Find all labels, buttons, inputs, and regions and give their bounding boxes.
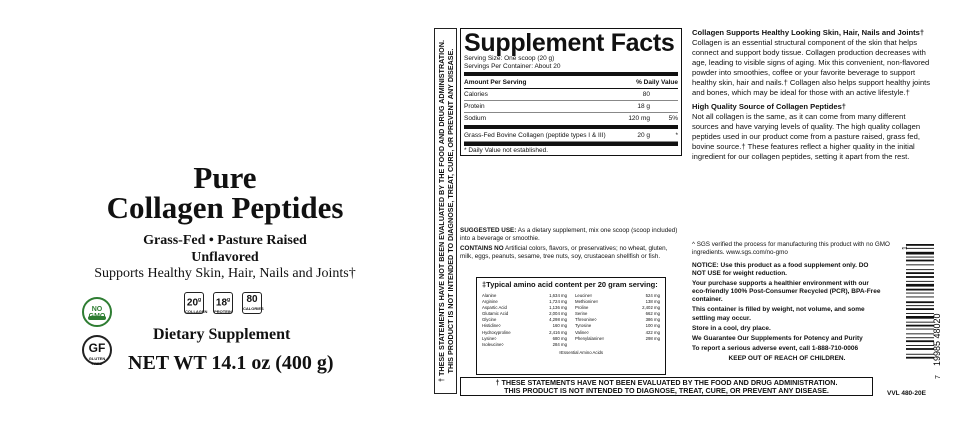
- notice-item: NOTICE: Use this product as a food supplement only. DO NOT USE for weight reduction.: [692, 262, 869, 278]
- amino-right-column: [575, 293, 660, 348]
- product-title-line2: Collagen Peptides: [106, 190, 344, 225]
- non-gmo-badge-bar: [88, 316, 106, 320]
- notice-item: This container is filled by weight, not volume, and some settling may occur.: [692, 306, 865, 322]
- facts-divider: [464, 72, 678, 76]
- facts-divider: [464, 125, 678, 129]
- barcode-bar: [906, 301, 934, 303]
- notice-item: KEEP OUT OF REACH OF CHILDREN.: [728, 354, 846, 362]
- amino-row: Glycine 4,298 mg: [482, 317, 567, 323]
- barcode-digit-bottom: 7: [935, 375, 942, 379]
- facts-header-left: Amount Per Serving: [464, 79, 527, 86]
- barcode-bar: [906, 284, 934, 287]
- serving-size: Serving Size: One scoop (20 g): [464, 55, 555, 62]
- notices-block: [692, 262, 882, 365]
- dietary-supplement-label: Dietary Supplement: [153, 326, 291, 343]
- amino-row: Valine◊ 422 mg: [575, 329, 660, 335]
- barcode-bar: [906, 337, 934, 338]
- facts-row-calories: Calories 80: [464, 89, 678, 101]
- amino-left-column: [482, 293, 567, 348]
- barcode-bar: [906, 357, 934, 359]
- facts-row-sodium: Sodium 120 mg 5%: [464, 115, 678, 122]
- contains-no: CONTAINS NO Artificial colors, flavors, or preservatives; no wheat, gluten, milk, eggs, peanuts, sesame, tree nuts, soy, crustacean shellfish or fish.: [460, 245, 668, 261]
- bottom-disclaimer-line1: † THESE STATEMENTS HAVE NOT BEEN EVALUATED BY THE FOOD AND DRUG ADMINISTRATION.: [495, 378, 838, 387]
- section-paragraph: Collagen is an essential structural component of the skin that helps connect and support body tissue. Collagen production decreases with age, leading to visible signs of aging. Mix this convenient, non-flavored powder into smoothies, coffee or your favorite beverage to support healthy skin, hair and nails.† Collagen also helps support healthy joints and bones, which may be ideal for those with an active lifestyle.†: [692, 38, 931, 97]
- facts-header-row: [464, 77, 678, 89]
- facts-divider: [464, 142, 678, 146]
- bottom-disclaimer: [460, 377, 873, 396]
- non-gmo-badge-text: NO: [91, 306, 103, 313]
- stat-calories: [242, 292, 262, 314]
- side-disclaimer-strip: [434, 28, 457, 394]
- stat-value: 80: [246, 294, 258, 305]
- barcode-bar: [906, 272, 934, 274]
- amino-row: Methionine◊ 138 mg: [575, 299, 660, 305]
- barcode-bar: [906, 276, 934, 278]
- facts-row-protein: Protein 18 g: [464, 101, 678, 113]
- stat-label: PROTEIN: [214, 309, 232, 315]
- amino-row: Leucine◊ 524 mg: [575, 293, 660, 298]
- notice-item: Your purchase supports a healthier environment with our eco-friendly 100% Post-Consumer Recycled (PCR), BPA-Free container.: [692, 280, 881, 304]
- bottom-disclaimer-line2: THIS PRODUCT IS NOT INTENDED TO DIAGNOSE, TREAT, CURE, OR PREVENT ANY DISEASE.: [504, 386, 829, 396]
- barcode-bar: [906, 316, 934, 319]
- barcode-bar: [906, 329, 934, 330]
- amino-row: Tyrosine 100 mg: [575, 323, 660, 329]
- supports-tagline: Supports Healthy Skin, Hair, Nails and Joints†: [94, 266, 356, 281]
- stat-label: CALORIES: [243, 306, 264, 311]
- barcode-bar: [906, 252, 934, 255]
- gluten-free-badge-icon: [82, 335, 112, 365]
- barcode-bar: [906, 333, 934, 334]
- barcode-bar: [906, 308, 934, 310]
- amino-row: Isoleucine◊ 284 mg: [482, 341, 567, 347]
- barcode-bar: [906, 248, 934, 249]
- amino-row: Serine 662 mg: [575, 311, 660, 317]
- supplement-facts-panel: [460, 28, 682, 156]
- right-column: [692, 28, 934, 162]
- section-heading: Collagen Supports Healthy Looking Skin, Hair, Nails and Joints†: [692, 28, 925, 37]
- front-panel: [0, 0, 430, 425]
- amino-row: Proline 2,402 mg: [575, 305, 660, 311]
- sgs-note: ^ SGS verified the process for manufacturing this product with no GMO ingredients. www.sgs.com/no-gmo: [692, 241, 890, 257]
- gluten-free-badge-text: GF: [88, 341, 106, 355]
- amino-row: Glutamic Acid 2,004 mg: [482, 311, 567, 317]
- facts-row-collagen: Grass-Fed Bovine Collagen (peptide types I & III) 20 g *: [464, 130, 678, 142]
- net-weight: NET WT 14.1 oz (400 g): [128, 352, 334, 374]
- barcode-bar: [906, 305, 934, 306]
- suggested-use: SUGGESTED USE: As a dietary supplement, mix one scoop (scoop included) into a beverage or smoothie.: [460, 227, 678, 243]
- barcode-digit-top: 1: [902, 246, 909, 250]
- section-paragraph: Not all collagen is the same, as it can come from many different sources and have varying levels of quality. The high quality collagen peptides used in our product come from a pasture raised, grass fed, bovine source.† These features reflect a higher quality in the initial ingredient for our collagen peptides, setting it apart from the rest.: [692, 112, 921, 162]
- barcode-bar: [906, 322, 934, 323]
- non-gmo-badge-icon: [82, 297, 112, 327]
- barcode-bar: [906, 297, 934, 298]
- barcode-bar: [906, 257, 934, 258]
- attributes-line1: Grass-Fed • Pasture Raised: [143, 233, 307, 248]
- barcode-bar: [906, 269, 934, 270]
- side-disclaimer-text: † THESE STATEMENTS HAVE NOT BEEN EVALUATED BY THE FOOD AND DRUG ADMINISTRATION. THIS PRODUCT IS NOT INTENDED TO DIAGNOSE, TREAT, CURE, OR PREVENT ANY DISEASE.: [436, 40, 455, 382]
- stat-label: COLLAGEN: [185, 309, 208, 315]
- stat-value: 18$^g$: [215, 297, 231, 309]
- barcode-bar: [906, 293, 934, 294]
- facts-title: Supplement Facts: [464, 29, 675, 57]
- section-heading: High Quality Source of Collagen Peptides†: [692, 102, 847, 112]
- barcode-bar: [906, 260, 934, 262]
- barcode-bar: [906, 244, 934, 246]
- facts-header-right: % Daily Value: [636, 79, 678, 86]
- barcode-bar: [906, 354, 934, 355]
- amino-row: Lysine◊ 680 mg: [482, 335, 567, 341]
- barcode-bar: [906, 325, 934, 327]
- amino-row: Phenylalanine◊ 298 mg: [575, 335, 660, 341]
- barcode-digits: 19985 48020: [932, 313, 942, 366]
- amino-acid-table: [476, 277, 666, 375]
- notice-item: Store in a cool, dry place.: [692, 324, 771, 332]
- barcode-bar: [906, 264, 934, 265]
- amino-row: Alanine 1,634 mg: [482, 293, 567, 298]
- notice-item: We Guarantee Our Supplements for Potency and Purity: [692, 334, 863, 342]
- barcode-bar: [906, 340, 934, 342]
- product-title-line1: Pure: [193, 160, 257, 195]
- amino-footnote: ◊Essential Amino Acids: [558, 349, 604, 355]
- barcode-bar: [906, 345, 934, 346]
- gluten-free-badge-subtext: GLUTEN FREE: [88, 356, 106, 366]
- amino-row: Arginine 1,724 mg: [482, 299, 567, 305]
- amino-row: Aspartic Acid 1,136 mg: [482, 305, 567, 311]
- stat-protein: [213, 292, 233, 314]
- amino-row: Hydroxyproline 2,416 mg: [482, 329, 567, 335]
- facts-footnote: * Daily Value not established.: [464, 147, 549, 154]
- amino-row: Threonine◊ 386 mg: [575, 317, 660, 323]
- barcode-bar: [906, 348, 934, 350]
- stat-value: 20$^g$: [186, 297, 202, 309]
- notice-item: To report a serious adverse event, call 1-888-710-0006: [692, 344, 859, 352]
- servings-per-container: Servings Per Container: About 20: [464, 63, 561, 70]
- attributes-line2: Unflavored: [191, 250, 259, 265]
- barcode-bar: [906, 281, 934, 282]
- stat-collagen: [184, 292, 208, 315]
- product-code: VVL 480-20E: [887, 390, 926, 397]
- barcode-icon: [902, 238, 944, 380]
- amino-title: ‡Typical amino acid content per 20 gram serving:: [482, 280, 658, 289]
- amino-row: Histidine◊ 160 mg: [482, 323, 567, 329]
- barcode-bar: [906, 289, 934, 291]
- barcode-bar: [906, 313, 934, 314]
